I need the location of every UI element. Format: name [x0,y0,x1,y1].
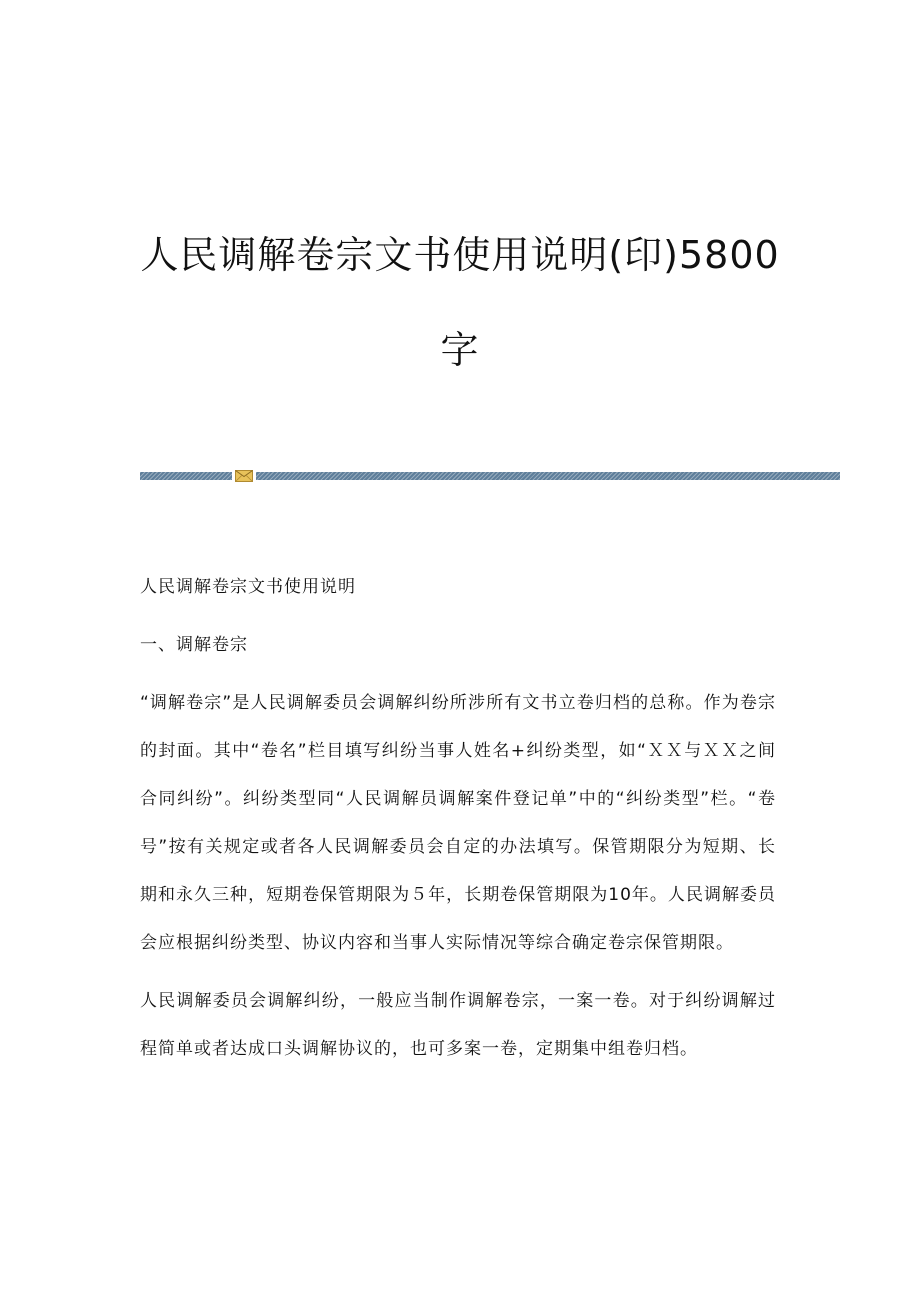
document-body [140,563,776,1073]
section-heading: 一、调解卷宗 [140,635,248,655]
document-title-line-1: 人民调解卷宗文书使用说明(印)5800 [140,233,780,277]
document-title [80,208,840,398]
envelope-icon [235,470,253,482]
body-paragraph-2: 人民调解委员会调解纠纷，一般应当制作调解卷宗，一案一卷。对于纠纷调解过程简单或者达成口头调解协议的，也可多案一卷，定期集中组卷归档。 [140,991,776,1059]
document-subtitle: 人民调解卷宗文书使用说明 [140,577,356,597]
title-divider [140,470,840,482]
divider-bar-right [256,472,840,480]
document-title-line-2: 字 [440,328,480,372]
divider-bar-left [140,472,232,480]
body-paragraph-1: “调解卷宗”是人民调解委员会调解纠纷所涉所有文书立卷归档的总称。作为卷宗的封面。其中“卷名”栏目填写纠纷当事人姓名+纠纷类型，如“ＸＸ与ＸＸ之间合同纠纷”。纠纷类型同“人民调解员调解案件登记单”中的“纠纷类型”栏。“卷号”按有关规定或者各人民调解委员会自定的办法填写。保管期限分为短期、长期和永久三种，短期卷保管期限为５年，长期卷保管期限为10年。人民调解委员会应根据纠纷类型、协议内容和当事人实际情况等综合确定卷宗保管期限。 [140,693,776,953]
